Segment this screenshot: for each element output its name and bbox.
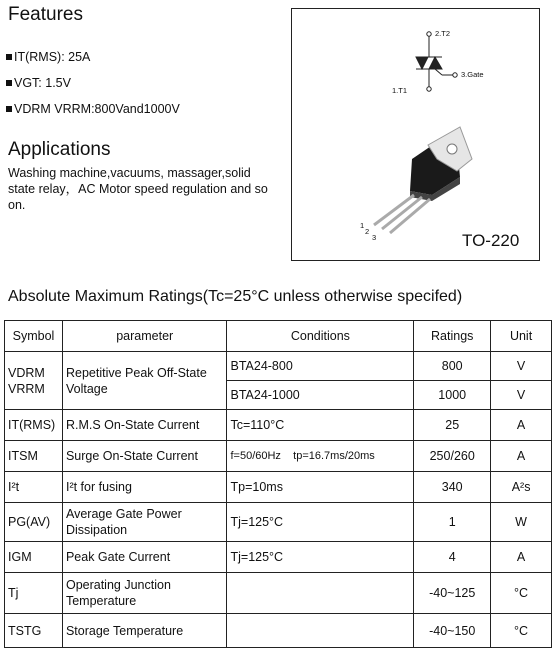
- triac-symbol-icon: [416, 32, 457, 91]
- cell-rating: 340: [414, 472, 491, 503]
- features-list: [6, 48, 180, 126]
- cell-rating: 800: [414, 352, 491, 381]
- cell-rating: 1000: [414, 381, 491, 410]
- cell-rating: 250/260: [414, 441, 491, 472]
- cell-symbol: IGM: [5, 542, 63, 573]
- feature-item: [6, 74, 180, 100]
- feature-text: VDRM VRRM:800Vand1000V: [14, 102, 180, 116]
- cell-condition: BTA24-1000: [227, 381, 414, 410]
- feature-item: [6, 100, 180, 126]
- to220-package-icon: [374, 127, 472, 233]
- table-row: [5, 441, 552, 472]
- cell-condition: Tc=110°C: [227, 410, 414, 441]
- cell-unit: V: [491, 352, 552, 381]
- cell-symbol: TSTG: [5, 614, 63, 648]
- cell-rating: 25: [414, 410, 491, 441]
- table-header-row: [5, 321, 552, 352]
- cell-symbol: ITSM: [5, 441, 63, 472]
- cell-condition: Tj=125°C: [227, 503, 414, 542]
- table-row: [5, 614, 552, 648]
- ratings-title: Absolute Maximum Ratings(Tc=25°C unless otherwise specifed): [8, 288, 463, 305]
- bullet-square-icon: [6, 54, 12, 60]
- table-row: [5, 542, 552, 573]
- table-row: [5, 573, 552, 614]
- bullet-square-icon: [6, 106, 12, 112]
- cell-symbol: PG(AV): [5, 503, 63, 542]
- cell-symbol: IT(RMS): [5, 410, 63, 441]
- cell-unit: A: [491, 441, 552, 472]
- header-conditions: Conditions: [227, 321, 414, 352]
- cell-unit: A: [491, 542, 552, 573]
- feature-text: VGT: 1.5V: [14, 76, 71, 90]
- feature-text: IT(RMS): 25A: [14, 50, 91, 64]
- header-ratings: Ratings: [414, 321, 491, 352]
- cell-condition: Tp=10ms: [227, 472, 414, 503]
- table-row: [5, 472, 552, 503]
- pin-number: 2: [365, 227, 370, 236]
- cell-rating: -40~125: [414, 573, 491, 614]
- package-name: TO-220: [462, 231, 520, 250]
- cell-condition: f=50/60Hz tp=16.7ms/20ms: [227, 441, 414, 472]
- cell-parameter: I²t for fusing: [62, 472, 227, 503]
- pin-label-t2: 2.T2: [435, 29, 451, 38]
- cell-unit: A: [491, 410, 552, 441]
- bullet-square-icon: [6, 80, 12, 86]
- features-heading: Features: [8, 4, 83, 25]
- pin-number: 1: [360, 221, 365, 230]
- cell-condition: [227, 573, 414, 614]
- cell-parameter: Average Gate Power Dissipation: [62, 503, 227, 542]
- pin-label-gate: 3.Gate: [461, 70, 484, 79]
- cell-condition: Tj=125°C: [227, 542, 414, 573]
- header-parameter: parameter: [62, 321, 227, 352]
- table-row: [5, 352, 552, 381]
- cell-parameter: R.M.S On-State Current: [62, 410, 227, 441]
- cell-symbol: VDRM VRRM: [5, 352, 63, 410]
- package-figure: [291, 8, 540, 261]
- cell-rating: -40~150: [414, 614, 491, 648]
- cell-parameter: Surge On-State Current: [62, 441, 227, 472]
- cell-symbol: I²t: [5, 472, 63, 503]
- cell-unit: V: [491, 381, 552, 410]
- header-symbol: Symbol: [5, 321, 63, 352]
- table-row: [5, 503, 552, 542]
- cell-unit: W: [491, 503, 552, 542]
- cell-rating: 1: [414, 503, 491, 542]
- cell-condition: BTA24-800: [227, 352, 414, 381]
- cell-parameter: Storage Temperature: [62, 614, 227, 648]
- cell-unit: °C: [491, 614, 552, 648]
- header-unit: Unit: [491, 321, 552, 352]
- cell-condition: [227, 614, 414, 648]
- cell-parameter: Repetitive Peak Off-State Voltage: [62, 352, 227, 410]
- cell-unit: °C: [491, 573, 552, 614]
- cell-rating: 4: [414, 542, 491, 573]
- cell-parameter: Operating Junction Temperature: [62, 573, 227, 614]
- ratings-table: [4, 320, 552, 648]
- cell-symbol: Tj: [5, 573, 63, 614]
- cell-unit: A²s: [491, 472, 552, 503]
- table-row: [5, 410, 552, 441]
- pin-label-t1: 1.T1: [392, 86, 408, 95]
- feature-item: [6, 48, 180, 74]
- applications-heading: Applications: [8, 139, 111, 160]
- pin-number: 3: [372, 233, 377, 242]
- cell-parameter: Peak Gate Current: [62, 542, 227, 573]
- applications-text: Washing machine,vacuums, massager,solid state relay，AC Motor speed regulation and so on.: [8, 166, 268, 212]
- triac-symbol-and-package-svg: [292, 9, 541, 262]
